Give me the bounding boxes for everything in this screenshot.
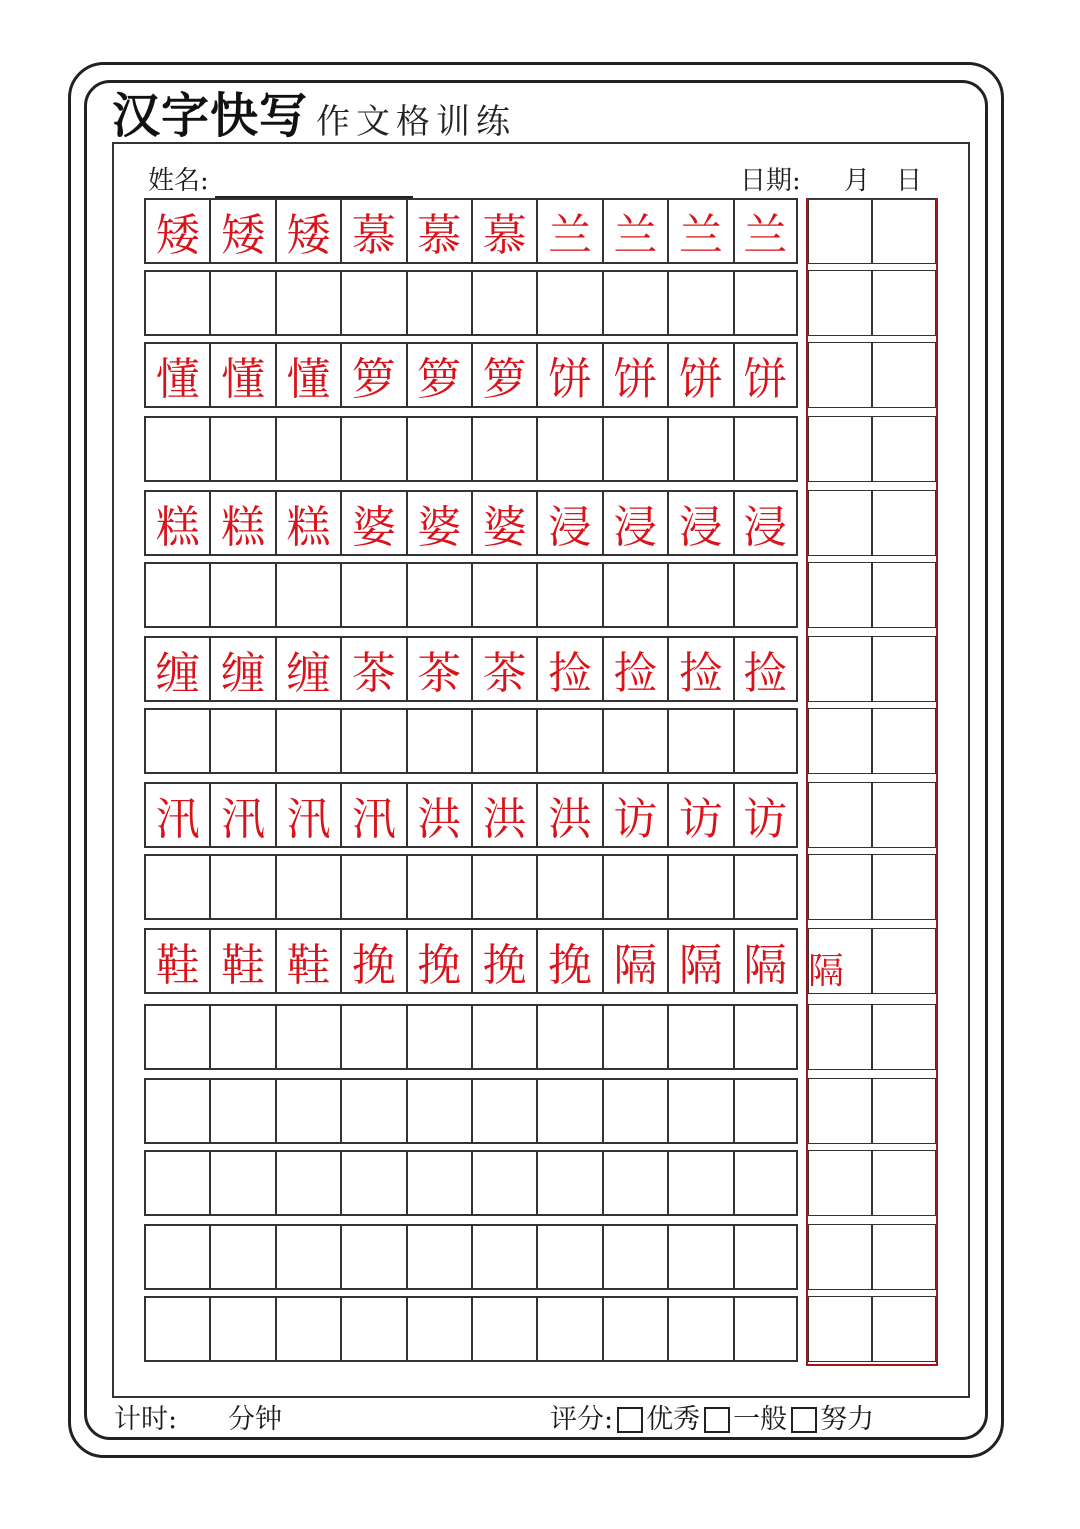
practice-character-cell[interactable]: 糕 (275, 490, 340, 556)
minutes-label: 分钟 (228, 1404, 282, 1435)
timer-label: 计时: (114, 1404, 178, 1435)
practice-character-cell[interactable]: 缠 (209, 636, 274, 702)
practice-character-cell[interactable]: 汛 (275, 782, 340, 848)
side-writing-cell[interactable] (872, 342, 936, 408)
blank-writing-cell[interactable] (667, 270, 732, 336)
practice-character-cell[interactable]: 婆 (471, 490, 536, 556)
blank-writing-cell[interactable] (471, 854, 536, 920)
grid-row (144, 782, 798, 848)
blank-writing-cell[interactable] (602, 416, 667, 482)
blank-writing-cell[interactable] (340, 1296, 405, 1362)
side-writing-cell[interactable] (872, 1296, 936, 1362)
name-label: 姓名: (148, 166, 209, 196)
side-writing-cell[interactable] (808, 782, 872, 848)
blank-writing-cell[interactable] (275, 1078, 340, 1144)
practice-character-cell[interactable]: 浸 (667, 490, 732, 556)
blank-writing-cell[interactable] (406, 708, 471, 774)
blank-writing-cell[interactable] (536, 1150, 601, 1216)
blank-writing-cell[interactable] (536, 708, 601, 774)
side-writing-cell[interactable] (872, 636, 936, 702)
blank-writing-cell[interactable] (471, 1224, 536, 1290)
grid-row (144, 342, 798, 408)
side-writing-cell[interactable] (872, 1224, 936, 1290)
blank-writing-cell[interactable] (667, 1078, 732, 1144)
blank-writing-cell[interactable] (667, 562, 732, 628)
blank-writing-cell[interactable] (406, 854, 471, 920)
day-label: 日 (896, 166, 923, 196)
blank-writing-cell[interactable] (209, 854, 274, 920)
blank-writing-cell[interactable] (406, 1150, 471, 1216)
blank-writing-cell[interactable] (275, 1004, 340, 1070)
blank-writing-cell[interactable] (340, 1224, 405, 1290)
blank-writing-cell[interactable] (406, 270, 471, 336)
blank-writing-cell[interactable] (602, 1078, 667, 1144)
worksheet-title (112, 84, 516, 144)
blank-writing-cell[interactable] (209, 1004, 274, 1070)
blank-writing-cell[interactable] (340, 562, 405, 628)
blank-writing-cell[interactable] (275, 416, 340, 482)
blank-writing-cell[interactable] (209, 416, 274, 482)
practice-character-cell[interactable]: 饼 (602, 342, 667, 408)
blank-writing-cell[interactable] (471, 1296, 536, 1362)
score-field (550, 1402, 874, 1438)
practice-character-cell[interactable]: 婆 (406, 490, 471, 556)
blank-writing-cell[interactable] (471, 1004, 536, 1070)
practice-character-cell[interactable]: 捡 (733, 636, 798, 702)
practice-character-cell[interactable]: 茶 (471, 636, 536, 702)
practice-character-cell[interactable]: 捡 (602, 636, 667, 702)
blank-writing-cell[interactable] (144, 562, 209, 628)
practice-character-cell[interactable]: 糕 (144, 490, 209, 556)
title-subtitle: 作文格训练 (316, 102, 517, 142)
practice-character-cell[interactable]: 箩 (406, 342, 471, 408)
practice-character-cell[interactable]: 鞋 (275, 928, 340, 994)
blank-writing-cell[interactable] (536, 1078, 601, 1144)
side-writing-cell[interactable] (808, 1150, 872, 1216)
grid-row (144, 562, 798, 628)
practice-character-cell[interactable]: 浸 (733, 490, 798, 556)
blank-writing-cell[interactable] (275, 270, 340, 336)
blank-writing-cell[interactable] (275, 1224, 340, 1290)
side-writing-cell[interactable] (808, 636, 872, 702)
practice-character-cell[interactable]: 汛 (209, 782, 274, 848)
blank-writing-cell[interactable] (209, 270, 274, 336)
blank-writing-cell[interactable] (733, 562, 798, 628)
grid-row (144, 1150, 798, 1216)
practice-character-cell[interactable]: 兰 (602, 198, 667, 264)
practice-character-cell[interactable]: 鞋 (209, 928, 274, 994)
practice-character-cell[interactable]: 缠 (275, 636, 340, 702)
score-label: 评分: (550, 1404, 614, 1435)
side-writing-cell[interactable] (808, 1224, 872, 1290)
blank-writing-cell[interactable] (602, 1004, 667, 1070)
practice-character-cell[interactable]: 缠 (144, 636, 209, 702)
blank-writing-cell[interactable] (536, 854, 601, 920)
practice-character-cell[interactable]: 兰 (536, 198, 601, 264)
blank-writing-cell[interactable] (536, 1296, 601, 1362)
practice-character-cell[interactable]: 隔 (733, 928, 798, 994)
practice-character-cell[interactable]: 慕 (406, 198, 471, 264)
date-field (740, 164, 940, 198)
practice-character-cell[interactable]: 箩 (340, 342, 405, 408)
blank-writing-cell[interactable] (471, 1150, 536, 1216)
practice-character-cell[interactable]: 兰 (733, 198, 798, 264)
practice-character-cell[interactable]: 饼 (667, 342, 732, 408)
blank-writing-cell[interactable] (733, 1296, 798, 1362)
practice-character-cell[interactable]: 访 (733, 782, 798, 848)
grid-row (144, 854, 798, 920)
blank-writing-cell[interactable] (602, 1150, 667, 1216)
blank-writing-cell[interactable] (144, 416, 209, 482)
blank-writing-cell[interactable] (144, 708, 209, 774)
blank-writing-cell[interactable] (602, 854, 667, 920)
side-writing-cell[interactable] (872, 1004, 936, 1070)
grid-row (144, 1224, 798, 1290)
practice-character-cell[interactable]: 洪 (406, 782, 471, 848)
blank-writing-cell[interactable] (340, 708, 405, 774)
practice-character-cell[interactable]: 箩 (471, 342, 536, 408)
blank-writing-cell[interactable] (733, 1224, 798, 1290)
blank-writing-cell[interactable] (667, 1150, 732, 1216)
blank-writing-cell[interactable] (406, 416, 471, 482)
blank-writing-cell[interactable] (733, 270, 798, 336)
side-writing-cell[interactable] (872, 416, 936, 482)
practice-character-cell[interactable]: 矮 (275, 198, 340, 264)
practice-character-cell[interactable]: 浸 (602, 490, 667, 556)
blank-writing-cell[interactable] (275, 1150, 340, 1216)
side-practice-column (806, 198, 938, 1366)
blank-writing-cell[interactable] (733, 1150, 798, 1216)
blank-writing-cell[interactable] (471, 416, 536, 482)
side-writing-cell[interactable] (808, 416, 872, 482)
blank-writing-cell[interactable] (406, 1004, 471, 1070)
blank-writing-cell[interactable] (602, 708, 667, 774)
grid-row (144, 636, 798, 702)
practice-character-cell[interactable]: 慕 (471, 198, 536, 264)
grid-row (144, 1004, 798, 1070)
blank-writing-cell[interactable] (340, 270, 405, 336)
score-option-effort: 努力 (820, 1404, 875, 1435)
grid-row (144, 708, 798, 774)
practice-character-cell[interactable]: 挽 (471, 928, 536, 994)
practice-character-cell[interactable]: 茶 (340, 636, 405, 702)
blank-writing-cell[interactable] (144, 1150, 209, 1216)
blank-writing-cell[interactable] (602, 1296, 667, 1362)
blank-writing-cell[interactable] (536, 270, 601, 336)
blank-writing-cell[interactable] (602, 270, 667, 336)
blank-writing-cell[interactable] (602, 562, 667, 628)
grid-row (144, 1078, 798, 1144)
blank-writing-cell[interactable] (536, 416, 601, 482)
practice-character-cell[interactable]: 饼 (536, 342, 601, 408)
blank-writing-cell[interactable] (340, 1078, 405, 1144)
practice-character-cell[interactable]: 懂 (209, 342, 274, 408)
blank-writing-cell[interactable] (667, 416, 732, 482)
blank-writing-cell[interactable] (406, 1078, 471, 1144)
side-writing-cell[interactable] (808, 342, 872, 408)
practice-character-cell[interactable]: 饼 (733, 342, 798, 408)
blank-writing-cell[interactable] (209, 1224, 274, 1290)
blank-writing-cell[interactable] (733, 708, 798, 774)
score-option-excellent: 优秀 (646, 1404, 701, 1435)
practice-character-cell[interactable]: 捡 (667, 636, 732, 702)
practice-character-cell[interactable]: 挽 (536, 928, 601, 994)
grid-row (144, 490, 798, 556)
blank-writing-cell[interactable] (406, 1296, 471, 1362)
blank-writing-cell[interactable] (667, 1004, 732, 1070)
grid-row (144, 1296, 798, 1362)
side-writing-cell[interactable] (872, 782, 936, 848)
blank-writing-cell[interactable] (144, 270, 209, 336)
practice-character-cell[interactable]: 鞋 (144, 928, 209, 994)
side-handwritten-character: 隔 (808, 950, 845, 992)
practice-character-cell[interactable]: 洪 (471, 782, 536, 848)
side-writing-cell[interactable] (808, 562, 872, 628)
side-writing-cell[interactable] (872, 562, 936, 628)
practice-character-cell[interactable]: 挽 (340, 928, 405, 994)
grid-row (144, 928, 798, 994)
side-writing-cell[interactable] (872, 198, 936, 264)
side-writing-cell[interactable] (872, 1078, 936, 1144)
blank-writing-cell[interactable] (144, 854, 209, 920)
side-writing-cell[interactable] (808, 708, 872, 774)
blank-writing-cell[interactable] (275, 854, 340, 920)
blank-writing-cell[interactable] (667, 708, 732, 774)
practice-character-cell[interactable]: 懂 (275, 342, 340, 408)
score-checkbox-excellent[interactable] (617, 1407, 643, 1433)
date-label: 日期: (740, 166, 801, 196)
blank-writing-cell[interactable] (340, 416, 405, 482)
score-option-average: 一般 (733, 1404, 788, 1435)
blank-writing-cell[interactable] (275, 708, 340, 774)
blank-writing-cell[interactable] (667, 1296, 732, 1362)
blank-writing-cell[interactable] (536, 562, 601, 628)
blank-writing-cell[interactable] (209, 562, 274, 628)
side-writing-cell[interactable] (808, 1296, 872, 1362)
blank-writing-cell[interactable] (275, 1296, 340, 1362)
blank-writing-cell[interactable] (667, 854, 732, 920)
practice-character-cell[interactable]: 兰 (667, 198, 732, 264)
score-checkbox-effort[interactable] (791, 1407, 817, 1433)
practice-character-cell[interactable]: 隔 (667, 928, 732, 994)
blank-writing-cell[interactable] (536, 1224, 601, 1290)
blank-writing-cell[interactable] (733, 416, 798, 482)
side-writing-cell[interactable] (808, 270, 872, 336)
blank-writing-cell[interactable] (275, 562, 340, 628)
blank-writing-cell[interactable] (733, 854, 798, 920)
blank-writing-cell[interactable] (340, 854, 405, 920)
practice-character-cell[interactable]: 茶 (406, 636, 471, 702)
practice-character-cell[interactable]: 慕 (340, 198, 405, 264)
practice-character-cell[interactable]: 矮 (209, 198, 274, 264)
practice-character-cell[interactable]: 浸 (536, 490, 601, 556)
blank-writing-cell[interactable] (406, 1224, 471, 1290)
blank-writing-cell[interactable] (667, 1224, 732, 1290)
blank-writing-cell[interactable] (144, 1224, 209, 1290)
blank-writing-cell[interactable] (209, 1296, 274, 1362)
side-writing-cell[interactable] (872, 854, 936, 920)
blank-writing-cell[interactable] (471, 562, 536, 628)
side-writing-cell[interactable] (872, 1150, 936, 1216)
blank-writing-cell[interactable] (340, 1004, 405, 1070)
title-main: 汉字快写 (112, 88, 309, 144)
side-writing-cell[interactable] (808, 1004, 872, 1070)
month-label: 月 (844, 166, 871, 196)
practice-character-cell[interactable]: 婆 (340, 490, 405, 556)
side-writing-cell[interactable] (808, 198, 872, 264)
side-writing-cell[interactable] (808, 854, 872, 920)
timer-field (114, 1402, 282, 1438)
practice-character-cell[interactable]: 访 (667, 782, 732, 848)
blank-writing-cell[interactable] (471, 708, 536, 774)
practice-character-cell[interactable]: 洪 (536, 782, 601, 848)
practice-character-cell[interactable]: 汛 (340, 782, 405, 848)
blank-writing-cell[interactable] (471, 270, 536, 336)
practice-character-cell[interactable]: 懂 (144, 342, 209, 408)
side-writing-cell[interactable] (872, 708, 936, 774)
side-writing-cell[interactable] (872, 270, 936, 336)
grid-row (144, 416, 798, 482)
blank-writing-cell[interactable] (144, 1004, 209, 1070)
blank-writing-cell[interactable] (733, 1078, 798, 1144)
practice-character-cell[interactable]: 糕 (209, 490, 274, 556)
blank-writing-cell[interactable] (471, 1078, 536, 1144)
blank-writing-cell[interactable] (209, 1078, 274, 1144)
blank-writing-cell[interactable] (144, 1078, 209, 1144)
name-field (148, 164, 413, 198)
practice-character-cell[interactable]: 捡 (536, 636, 601, 702)
blank-writing-cell[interactable] (733, 1004, 798, 1070)
blank-writing-cell[interactable] (340, 1150, 405, 1216)
side-writing-cell[interactable] (808, 1078, 872, 1144)
blank-writing-cell[interactable] (144, 1296, 209, 1362)
blank-writing-cell[interactable] (602, 1224, 667, 1290)
practice-character-cell[interactable]: 访 (602, 782, 667, 848)
practice-character-cell[interactable]: 隔 (602, 928, 667, 994)
practice-character-cell[interactable]: 矮 (144, 198, 209, 264)
practice-character-cell[interactable]: 汛 (144, 782, 209, 848)
grid-row (144, 198, 798, 264)
side-writing-cell[interactable] (808, 490, 872, 556)
score-checkbox-average[interactable] (704, 1407, 730, 1433)
practice-character-cell[interactable]: 挽 (406, 928, 471, 994)
grid-row (144, 270, 798, 336)
side-writing-cell[interactable] (872, 490, 936, 556)
blank-writing-cell[interactable] (209, 708, 274, 774)
name-blank[interactable] (215, 170, 413, 198)
blank-writing-cell[interactable] (406, 562, 471, 628)
blank-writing-cell[interactable] (536, 1004, 601, 1070)
blank-writing-cell[interactable] (209, 1150, 274, 1216)
